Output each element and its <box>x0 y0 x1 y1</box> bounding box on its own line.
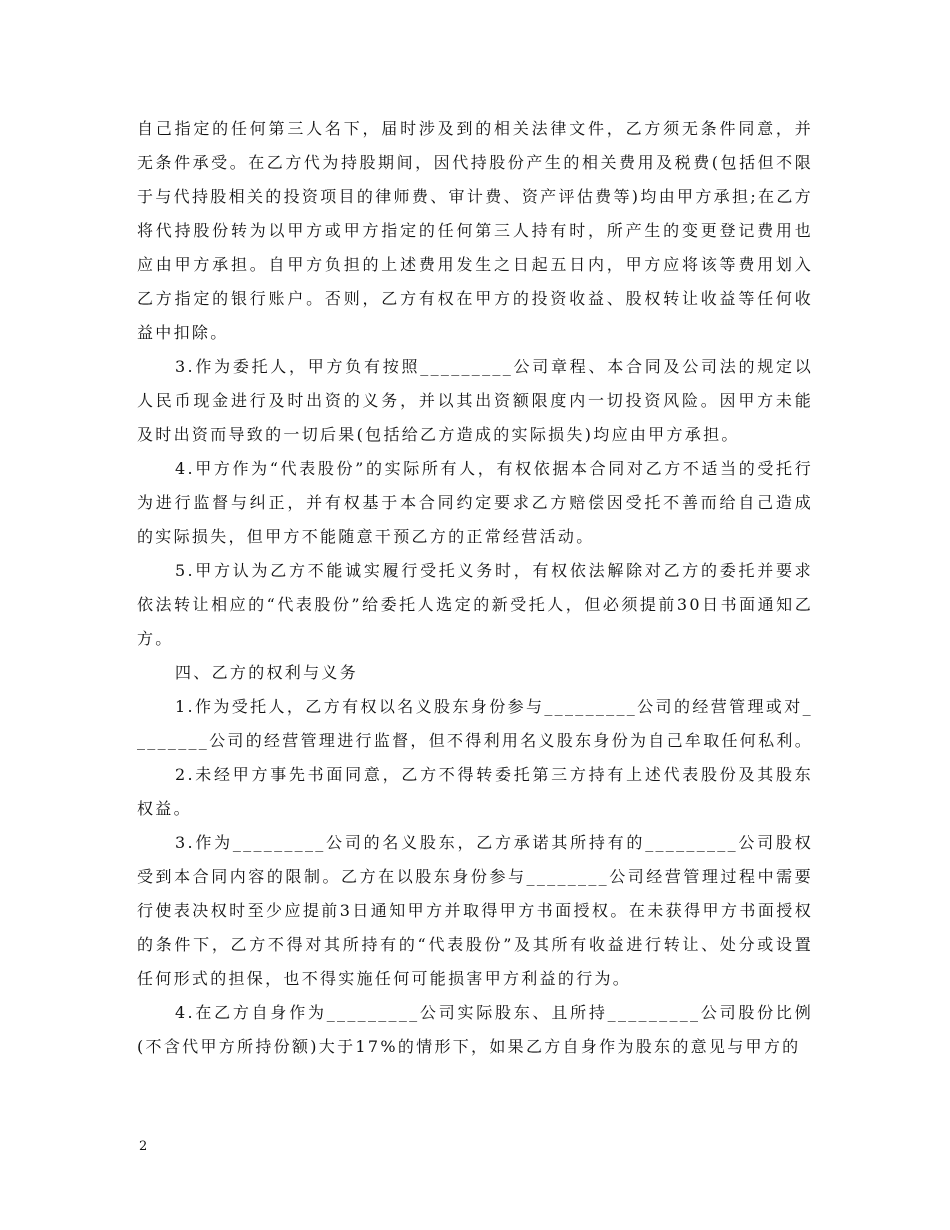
page-number: 2 <box>139 1139 148 1154</box>
paragraph-continuation: 自己指定的任何第三人名下，届时涉及到的相关法律文件，乙方须无条件同意，并无条件承受。在乙方代为持股期间，因代持股份产生的相关费用及税费(包括但不限于与代持股相关的投资项目的律师费、审计费、资产评估费等)均由甲方承担;在乙方将代持股份转为以甲方或甲方指定的任何第三人持有时，所产生的变更登记费用也应由甲方承担。自甲方负担的上述费用发生之日起五日内，甲方应将该等费用划入乙方指定的银行账户。否则，乙方有权在甲方的投资收益、股权转让收益等任何收益中扣除。 <box>137 119 813 342</box>
paragraph-clause-4-3: 3.作为_________公司的名义股东，乙方承诺其所持有的_________公司股权受到本合同内容的限制。乙方在以股东身份参与________公司经营管理过程中需要行使表决权时至少应提前3日通知甲方并取得甲方书面授权。在未获得甲方书面授权的条件下，乙方不得对其所持有的“代表股份”及其所有收益进行转让、处分或设置任何形式的担保，也不得实施任何可能损害甲方利益的行为。 <box>137 833 813 988</box>
paragraph-clause-4-1: 1.作为受托人，乙方有权以名义股东身份参与_________公司的经营管理或对________公司的经营管理进行监督，但不得利用名义股东身份为自己牟取任何私利。 <box>137 697 814 750</box>
section-heading-4: 四、乙方的权利与义务 <box>175 663 359 682</box>
paragraph-clause-3-5: 5.甲方认为乙方不能诚实履行受托义务时，有权依法解除对乙方的委托并要求依法转让相应的“代表股份”给委托人选定的新受托人，但必须提前30日书面通知乙方。 <box>137 561 813 648</box>
paragraph-clause-3-4: 4.甲方作为“代表股份”的实际所有人，有权依据本合同对乙方不适当的受托行为进行监督与纠正，并有权基于本合同约定要求乙方赔偿因受托不善而给自己造成的实际损失，但甲方不能随意干预乙方的正常经营活动。 <box>137 459 813 546</box>
document-body <box>137 112 813 1064</box>
paragraph-clause-4-2: 2.未经甲方事先书面同意，乙方不得转委托第三方持有上述代表股份及其股东权益。 <box>137 765 813 818</box>
paragraph-clause-3-3: 3.作为委托人，甲方负有按照_________公司章程、本合同及公司法的规定以人民币现金进行及时出资的义务，并以其出资额限度内一切投资风险。因甲方未能及时出资而导致的一切后果(包括给乙方造成的实际损失)均应由甲方承担。 <box>137 357 813 444</box>
paragraph-clause-4-4: 4.在乙方自身作为_________公司实际股东、且所持_________公司股份比例(不含代甲方所持份额)大于17%的情形下，如果乙方自身作为股东的意见与甲方的 <box>137 1003 813 1056</box>
